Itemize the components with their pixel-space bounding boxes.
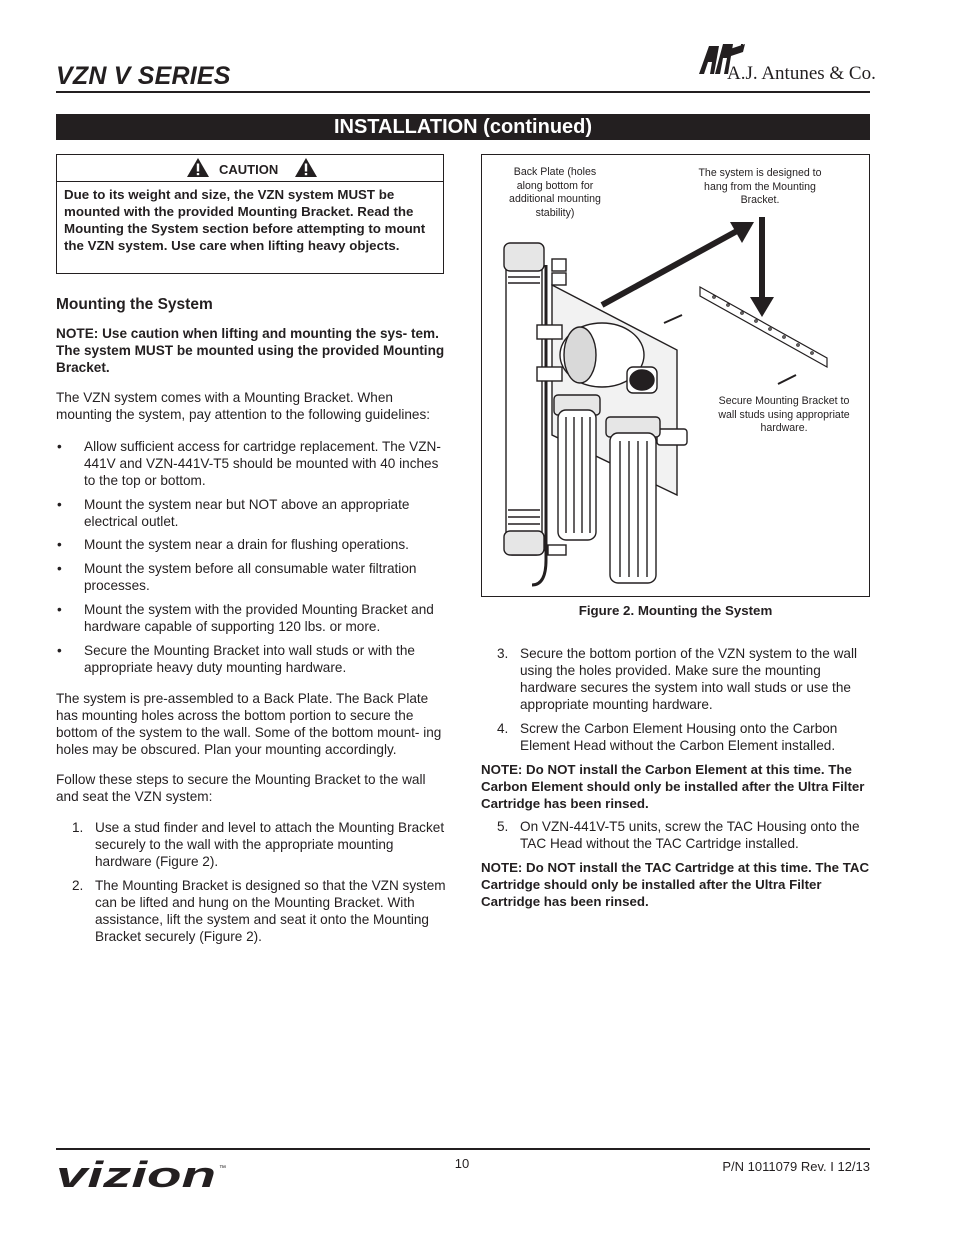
caution-header xyxy=(57,155,443,182)
callout-back-plate: Back Plate (holes along bottom for additional mounting stability) xyxy=(509,166,601,219)
svg-text:vizion: vizion xyxy=(56,1158,216,1192)
mounting-system-illustration xyxy=(482,155,869,596)
callout-secure-bracket: Secure Mounting Bracket to wall studs using appropriate hardware. xyxy=(718,395,850,435)
caution-text: Due to its weight and size, the VZN system MUST be mounted with the provided Mounting Bracket. Read the Mounting the System section before attempting to mount the VZN system. Use care when lifting heavy objects. xyxy=(64,187,426,253)
backplate-paragraph: The system is pre-assembled to a Back Plate. The Back Plate has mounting holes across the bottom portion to secure the bottom of the system to the wall. Some of the bottom mount- ing holes may be obscured. Plan your mounting accordingly. xyxy=(56,691,442,757)
series-title: VZN V SERIES xyxy=(56,62,231,90)
vizion-logo xyxy=(56,1158,231,1192)
footer-rule xyxy=(56,1148,870,1150)
callout-hang: The system is designed to hang from the Mounting Bracket. xyxy=(698,167,822,207)
note-tac-cartridge: NOTE: Do NOT install the TAC Cartridge at this time. The TAC Cartridge should only be installed after the Ultra Filter Cartridge has been rinsed. xyxy=(481,860,870,909)
part-number: P/N 1011079 Rev. I 12/13 xyxy=(722,1159,870,1174)
page-number: 10 xyxy=(454,1156,470,1171)
warning-icon xyxy=(187,158,209,177)
section-heading: Mounting the System xyxy=(56,296,213,313)
figure-mounting-system xyxy=(481,154,870,597)
section-title-bar: INSTALLATION (continued) xyxy=(56,114,870,140)
caution-label: CAUTION xyxy=(219,162,279,177)
mounting-note: NOTE: Use caution when lifting and mounting the sys- tem. The system MUST be mounted using the provided Mounting Bracket. xyxy=(56,326,445,375)
steps-intro: Follow these steps to secure the Mounting Bracket to the wall and seat the VZN system: xyxy=(56,772,426,804)
brand-name: A.J. Antunes & Co. xyxy=(727,63,876,84)
intro-paragraph: The VZN system comes with a Mounting Bracket. When mounting the system, pay attention to the following guidelines: xyxy=(56,390,431,422)
figure-caption: Figure 2. Mounting the System xyxy=(578,603,773,618)
note-carbon-element: NOTE: Do NOT install the Carbon Element at this time. The Carbon Element should only be installed after the Ultra Filter Cartridge has been rinsed. xyxy=(481,762,865,811)
svg-text:™: ™ xyxy=(219,1165,226,1172)
caution-box xyxy=(56,154,444,274)
header-rule xyxy=(56,91,870,93)
warning-icon xyxy=(295,158,317,177)
